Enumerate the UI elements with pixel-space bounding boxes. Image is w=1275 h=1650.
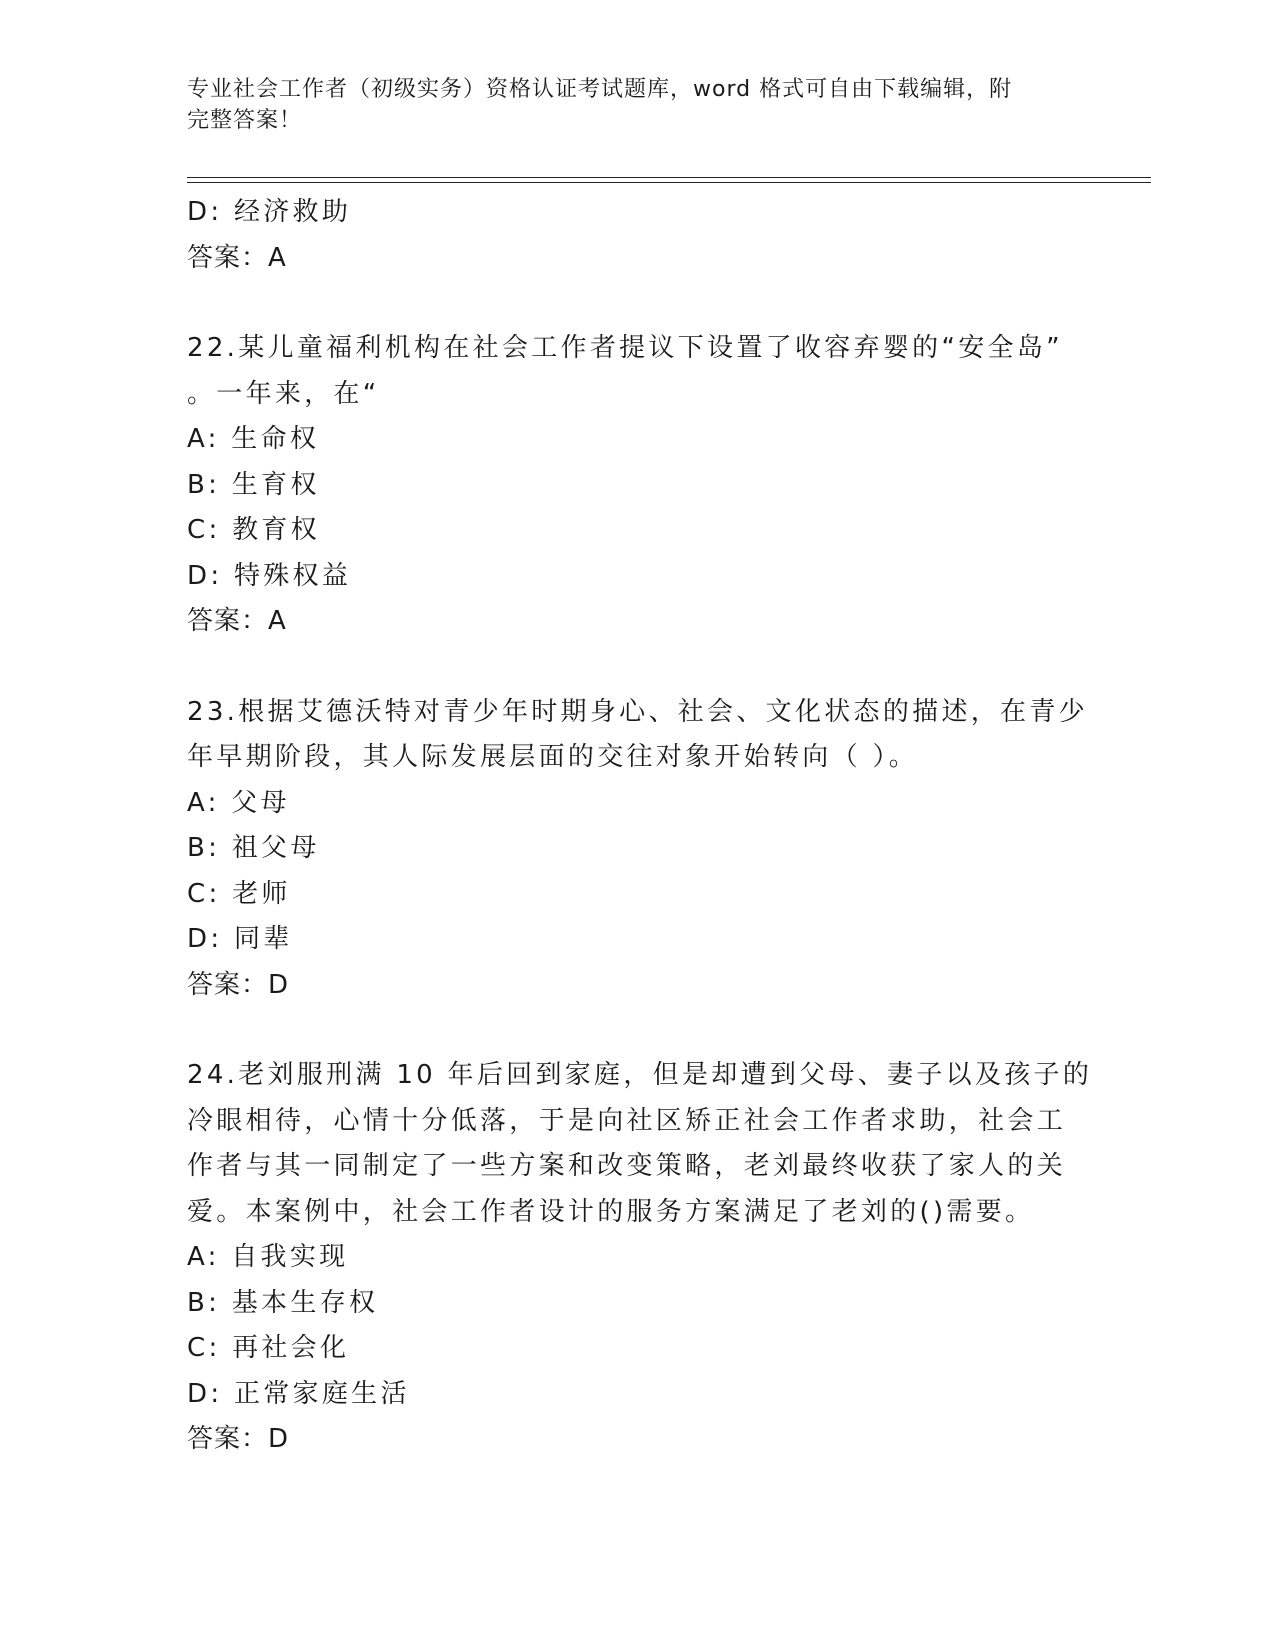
question-24 — [187, 1053, 1093, 1463]
stem-line: 。一年来，在“ — [187, 378, 380, 409]
option-a: A: 生命权 — [187, 424, 320, 454]
option-a: A: 自我实现 — [187, 1242, 349, 1272]
answer-line: 答案：D — [187, 969, 290, 1000]
previous-question-tail — [187, 190, 1067, 281]
option-d: D: 特殊权益 — [187, 560, 352, 591]
question-stem — [187, 1053, 1093, 1235]
question-22 — [187, 326, 1067, 645]
option-c: C: 老师 — [187, 878, 291, 909]
option-d: D: 同辈 — [187, 924, 293, 954]
answer-line: 答案：A — [187, 242, 287, 273]
question-stem — [187, 690, 1088, 781]
header-rule-top — [187, 177, 1151, 178]
question-list — [187, 190, 1093, 1463]
question-stem — [187, 326, 1067, 417]
page-header — [187, 74, 1067, 136]
stem-line: 22.某儿童福利机构在社会工作者提议下设置了收容弃婴的“安全岛” — [187, 333, 1063, 363]
option-d: D: 正常家庭生活 — [187, 1378, 410, 1409]
option-b: B: 祖父母 — [187, 833, 320, 863]
option-a: A: 父母 — [187, 787, 290, 818]
option-d: D: 经济救助 — [187, 197, 352, 227]
stem-line: 23.根据艾德沃特对青少年时期身心、社会、文化状态的描述，在青少 — [187, 696, 1088, 727]
stem-line: 爱。本案例中，社会工作者设计的服务方案满足了老刘的()需要。 — [187, 1196, 1035, 1227]
stem-line: 作者与其一同制定了一些方案和改变策略，老刘最终收获了家人的关 — [187, 1151, 1067, 1181]
stem-line: 年早期阶段，其人际发展层面的交往对象开始转向（ ）。 — [187, 742, 919, 772]
option-b: B: 生育权 — [187, 469, 320, 500]
option-b: B: 基本生存权 — [187, 1287, 379, 1318]
header-line-2: 完整答案！ — [187, 108, 303, 133]
question-23 — [187, 690, 1088, 1009]
option-c: C: 教育权 — [187, 515, 320, 545]
option-c: C: 再社会化 — [187, 1333, 350, 1363]
answer-line: 答案：D — [187, 1424, 290, 1454]
answer-line: 答案：A — [187, 606, 287, 636]
stem-line: 冷眼相待，心情十分低落，于是向社区矫正社会工作者求助，社会工 — [187, 1105, 1067, 1136]
header-rule-bottom — [187, 182, 1151, 183]
stem-line: 24.老刘服刑满 10 年后回到家庭，但是却遭到父母、妻子以及孩子的 — [187, 1060, 1093, 1090]
header-line-1: 专业社会工作者（初级实务）资格认证考试题库，word 格式可自由下载编辑，附 — [187, 77, 1013, 102]
